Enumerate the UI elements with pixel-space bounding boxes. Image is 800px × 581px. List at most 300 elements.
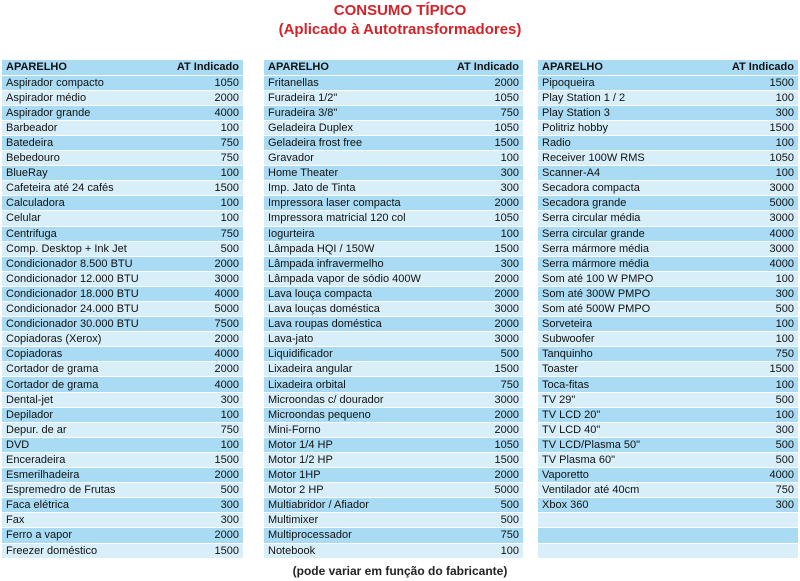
table-row [538,407,798,422]
device-value: 2000 [172,332,243,347]
device-value: 500 [172,241,243,256]
table-row [264,196,523,211]
device-value: 2000 [444,271,523,286]
device-value: 750 [444,377,523,392]
device-value: 3000 [713,211,798,226]
table-row [2,256,243,271]
table-row [2,166,243,181]
device-name: Lava louça compacta [264,286,444,301]
consumption-table-3 [538,60,798,559]
device-name: Espremedro de Frutas [2,483,172,498]
table-row [2,120,243,135]
table-row [264,226,523,241]
device-value: 500 [713,302,798,317]
device-value: 1500 [444,362,523,377]
device-value: 100 [713,135,798,150]
device-value: 500 [713,437,798,452]
table-row [2,422,243,437]
device-name: Aspirador compacto [2,75,172,90]
device-name: Cortador de grama [2,362,172,377]
table-row [2,452,243,467]
device-name: Cafeteira até 24 cafés [2,181,172,196]
device-value: 2000 [172,90,243,105]
device-value: 100 [713,90,798,105]
device-name: Iogurteira [264,226,444,241]
table-row [264,422,523,437]
device-value: 1050 [444,211,523,226]
device-name: Mini-Forno [264,422,444,437]
device-name: Condicionador 24.000 BTU [2,302,172,317]
table-row [2,151,243,166]
device-name: Pipoqueira [538,75,713,90]
device-name: Faca elétrica [2,498,172,513]
device-value: 1050 [444,120,523,135]
device-value [713,543,798,558]
device-value: 100 [713,407,798,422]
table-row [2,302,243,317]
device-value: 1050 [172,75,243,90]
table-row [538,75,798,90]
device-name: Barbeador [2,120,172,135]
device-value: 5000 [444,483,523,498]
device-name: Geladeira frost free [264,135,444,150]
table-row [538,181,798,196]
table-row [264,317,523,332]
table-row [264,75,523,90]
table-row [2,332,243,347]
table-row [538,166,798,181]
table-row [264,392,523,407]
device-value: 1500 [172,543,243,558]
device-value: 750 [713,347,798,362]
table-row [264,286,523,301]
table-row [264,241,523,256]
table-row [538,271,798,286]
table-row [2,437,243,452]
device-value: 300 [713,286,798,301]
device-name: Copiadoras (Xerox) [2,332,172,347]
table-row [264,256,523,271]
device-name: Geladeira Duplex [264,120,444,135]
device-name: Ferro a vapor [2,528,172,543]
device-name: Aspirador grande [2,105,172,120]
device-name: TV LCD 20" [538,407,713,422]
device-value: 750 [172,422,243,437]
device-value: 100 [713,317,798,332]
device-name: Motor 2 HP [264,483,444,498]
header-value: AT Indicado [444,60,523,75]
device-name: Motor 1/2 HP [264,452,444,467]
device-value: 100 [713,271,798,286]
device-value: 2000 [444,468,523,483]
device-value: 5000 [713,196,798,211]
table-row [2,135,243,150]
table-row [2,468,243,483]
device-value: 2000 [444,196,523,211]
device-value: 500 [713,452,798,467]
table-row [264,483,523,498]
device-name: Condicionador 30.000 BTU [2,317,172,332]
table-row [538,543,798,558]
device-name: Calculadora [2,196,172,211]
device-value: 2000 [444,75,523,90]
device-value: 300 [444,166,523,181]
device-name: Secadora compacta [538,181,713,196]
device-name: Xbox 360 [538,498,713,513]
device-value: 1050 [444,90,523,105]
table-row [538,513,798,528]
device-name: BlueRay [2,166,172,181]
table-row [538,483,798,498]
device-name: Depur. de ar [2,422,172,437]
header-device: APARELHO [264,60,444,75]
table-row [2,286,243,301]
table-row [2,75,243,90]
table-row [2,377,243,392]
table-row [538,498,798,513]
device-value: 4000 [713,226,798,241]
device-value: 2000 [172,528,243,543]
device-name: Lâmpada vapor de sódio 400W [264,271,444,286]
device-value: 3000 [444,332,523,347]
device-value: 100 [444,151,523,166]
device-name: Serra mármore média [538,256,713,271]
table-row [538,362,798,377]
device-value: 3000 [444,392,523,407]
device-name: Serra circular média [538,211,713,226]
table-row [264,135,523,150]
device-name: Celular [2,211,172,226]
device-value: 100 [444,226,523,241]
device-name: Lâmpada HQI / 150W [264,241,444,256]
device-value: 750 [713,483,798,498]
table-row [264,120,523,135]
device-value: 300 [172,392,243,407]
device-name: Esmerilhadeira [2,468,172,483]
device-name: Multiprocessador [264,528,444,543]
table-row [2,241,243,256]
device-name: Lixadeira angular [264,362,444,377]
device-value: 500 [713,392,798,407]
table-row [264,302,523,317]
device-value: 100 [172,407,243,422]
table-row [2,90,243,105]
table-row [264,105,523,120]
device-value: 100 [444,543,523,558]
device-value: 300 [444,256,523,271]
table-row [2,181,243,196]
device-value: 1050 [444,437,523,452]
device-name: Enceradeira [2,452,172,467]
table-row [264,437,523,452]
footer-note: (pode variar em função do fabricante) [292,564,508,578]
device-name: Serra mármore média [538,241,713,256]
table-row [538,377,798,392]
device-value: 100 [172,437,243,452]
table-row [264,90,523,105]
device-value: 4000 [172,377,243,392]
device-value: 1500 [444,452,523,467]
device-name: Impressora matricial 120 col [264,211,444,226]
device-value: 100 [172,120,243,135]
device-name: Ventilador até 40cm [538,483,713,498]
device-value: 300 [713,422,798,437]
device-value: 750 [172,226,243,241]
table-row [2,105,243,120]
device-name: Dental-jet [2,392,172,407]
device-value: 500 [444,513,523,528]
device-name: Furadeira 1/2" [264,90,444,105]
device-value: 300 [172,513,243,528]
device-name: Play Station 3 [538,105,713,120]
table-header [264,60,523,75]
device-name: Fax [2,513,172,528]
device-name: Secadora grande [538,196,713,211]
device-name: Centrifuga [2,226,172,241]
table-row [2,513,243,528]
device-name: Impressora laser compacta [264,196,444,211]
device-value: 7500 [172,317,243,332]
table-row [264,498,523,513]
device-name: Freezer doméstico [2,543,172,558]
table-row [538,196,798,211]
table-row [538,347,798,362]
device-name: Condicionador 12.000 BTU [2,271,172,286]
table-row [2,407,243,422]
device-value: 1500 [713,75,798,90]
table-row [538,135,798,150]
device-value: 1500 [172,181,243,196]
table-row [264,362,523,377]
device-name: TV 29" [538,392,713,407]
device-name: TV LCD 40" [538,422,713,437]
table-row [538,241,798,256]
device-name: Batedeira [2,135,172,150]
device-name: Gravador [264,151,444,166]
device-name [538,543,713,558]
device-name: Condicionador 18.000 BTU [2,286,172,301]
table-row [264,166,523,181]
table-row [538,151,798,166]
device-name: Som até 500W PMPO [538,302,713,317]
device-name: Depilador [2,407,172,422]
table-header [2,60,243,75]
table-row [2,226,243,241]
device-value: 4000 [713,256,798,271]
device-name: Aspirador médio [2,90,172,105]
table-row [538,105,798,120]
table-row [538,468,798,483]
device-name: Receiver 100W RMS [538,151,713,166]
table-row [538,332,798,347]
table-row [538,256,798,271]
table-row [2,483,243,498]
device-value: 100 [172,196,243,211]
table-row [2,362,243,377]
device-value [713,513,798,528]
device-name: Toaster [538,362,713,377]
device-value: 4000 [713,468,798,483]
device-value: 750 [172,151,243,166]
device-name: Lava-jato [264,332,444,347]
table-row [538,286,798,301]
table-row [264,211,523,226]
device-name: Serra circular grande [538,226,713,241]
device-value: 3000 [172,271,243,286]
device-name: Liquidificador [264,347,444,362]
device-value [713,528,798,543]
table-row [264,543,523,558]
device-name: Vaporetto [538,468,713,483]
consumption-table-1 [2,60,243,559]
device-value: 5000 [172,302,243,317]
device-name: Comp. Desktop + Ink Jet [2,241,172,256]
device-name: Condicionador 8.500 BTU [2,256,172,271]
device-value: 100 [172,211,243,226]
device-value: 100 [172,166,243,181]
device-value: 1500 [713,362,798,377]
device-value: 3000 [713,181,798,196]
header-value: AT Indicado [713,60,798,75]
header-device: APARELHO [2,60,172,75]
table-row [538,528,798,543]
device-name: Multimixer [264,513,444,528]
device-name: TV LCD/Plasma 50" [538,437,713,452]
table-row [538,437,798,452]
device-name: Microondas pequeno [264,407,444,422]
device-value: 2000 [444,286,523,301]
device-value: 1050 [713,151,798,166]
device-name: Lava louças doméstica [264,302,444,317]
table-row [538,302,798,317]
device-value: 3000 [444,302,523,317]
table-row [538,211,798,226]
device-name [538,528,713,543]
device-value: 4000 [172,105,243,120]
device-value: 100 [713,377,798,392]
device-name: Radio [538,135,713,150]
table-row [538,226,798,241]
table-row [264,332,523,347]
table-row [264,468,523,483]
device-value: 2000 [172,468,243,483]
device-name: Scanner-A4 [538,166,713,181]
device-name: Sorveteira [538,317,713,332]
device-value: 2000 [172,362,243,377]
device-value: 4000 [172,347,243,362]
device-name: Lixadeira orbital [264,377,444,392]
table-row [264,513,523,528]
device-value: 4000 [172,286,243,301]
table-row [2,347,243,362]
device-value: 3000 [713,241,798,256]
table-row [2,271,243,286]
device-value: 500 [172,483,243,498]
device-value: 750 [172,135,243,150]
table-row [538,120,798,135]
table-row [264,377,523,392]
device-value: 300 [713,498,798,513]
device-value: 1500 [444,135,523,150]
device-name: Som até 300W PMPO [538,286,713,301]
table-row [264,347,523,362]
table-row [264,407,523,422]
device-name: Copiadoras [2,347,172,362]
device-value: 1500 [713,120,798,135]
page-title: CONSUMO TÍPICO [333,2,467,19]
device-name: Som até 100 W PMPO [538,271,713,286]
device-value: 300 [444,181,523,196]
device-value: 2000 [444,317,523,332]
device-value: 750 [444,528,523,543]
table-row [264,271,523,286]
table-header [538,60,798,75]
device-value: 1500 [444,241,523,256]
device-name: Home Theater [264,166,444,181]
table-row [2,392,243,407]
header-value: AT Indicado [172,60,243,75]
table-row [264,151,523,166]
device-name: Toca-fitas [538,377,713,392]
device-name: Motor 1/4 HP [264,437,444,452]
table-row [2,211,243,226]
table-row [2,543,243,558]
device-value: 2000 [444,407,523,422]
device-name: Multiabridor / Afiador [264,498,444,513]
device-value: 1500 [172,452,243,467]
device-value: 2000 [172,256,243,271]
table-row [538,422,798,437]
device-value: 500 [444,347,523,362]
table-row [538,317,798,332]
device-name: Imp. Jato de Tinta [264,181,444,196]
device-name: Lava roupas doméstica [264,317,444,332]
table-row [264,452,523,467]
device-name [538,513,713,528]
device-name: Cortador de grama [2,377,172,392]
device-value: 300 [172,498,243,513]
device-name: Bebedouro [2,151,172,166]
page-subtitle: (Aplicado à Autotransformadores) [278,21,522,38]
device-value: 100 [713,166,798,181]
table-row [538,392,798,407]
table-row [264,181,523,196]
device-name: TV Plasma 60" [538,452,713,467]
table-row [538,90,798,105]
header-device: APARELHO [538,60,713,75]
device-name: Tanquinho [538,347,713,362]
table-row [2,528,243,543]
table-row [2,196,243,211]
device-name: Notebook [264,543,444,558]
device-value: 500 [444,498,523,513]
device-name: Play Station 1 / 2 [538,90,713,105]
device-name: Motor 1HP [264,468,444,483]
table-row [2,317,243,332]
device-value: 100 [713,332,798,347]
device-name: Fritanellas [264,75,444,90]
consumption-table-2 [264,60,523,559]
device-name: Furadeira 3/8" [264,105,444,120]
device-name: Politriz hobby [538,120,713,135]
device-value: 750 [444,105,523,120]
table-row [2,498,243,513]
table-row [264,528,523,543]
device-name: Microondas c/ dourador [264,392,444,407]
table-row [538,452,798,467]
device-value: 2000 [444,422,523,437]
device-name: Subwoofer [538,332,713,347]
